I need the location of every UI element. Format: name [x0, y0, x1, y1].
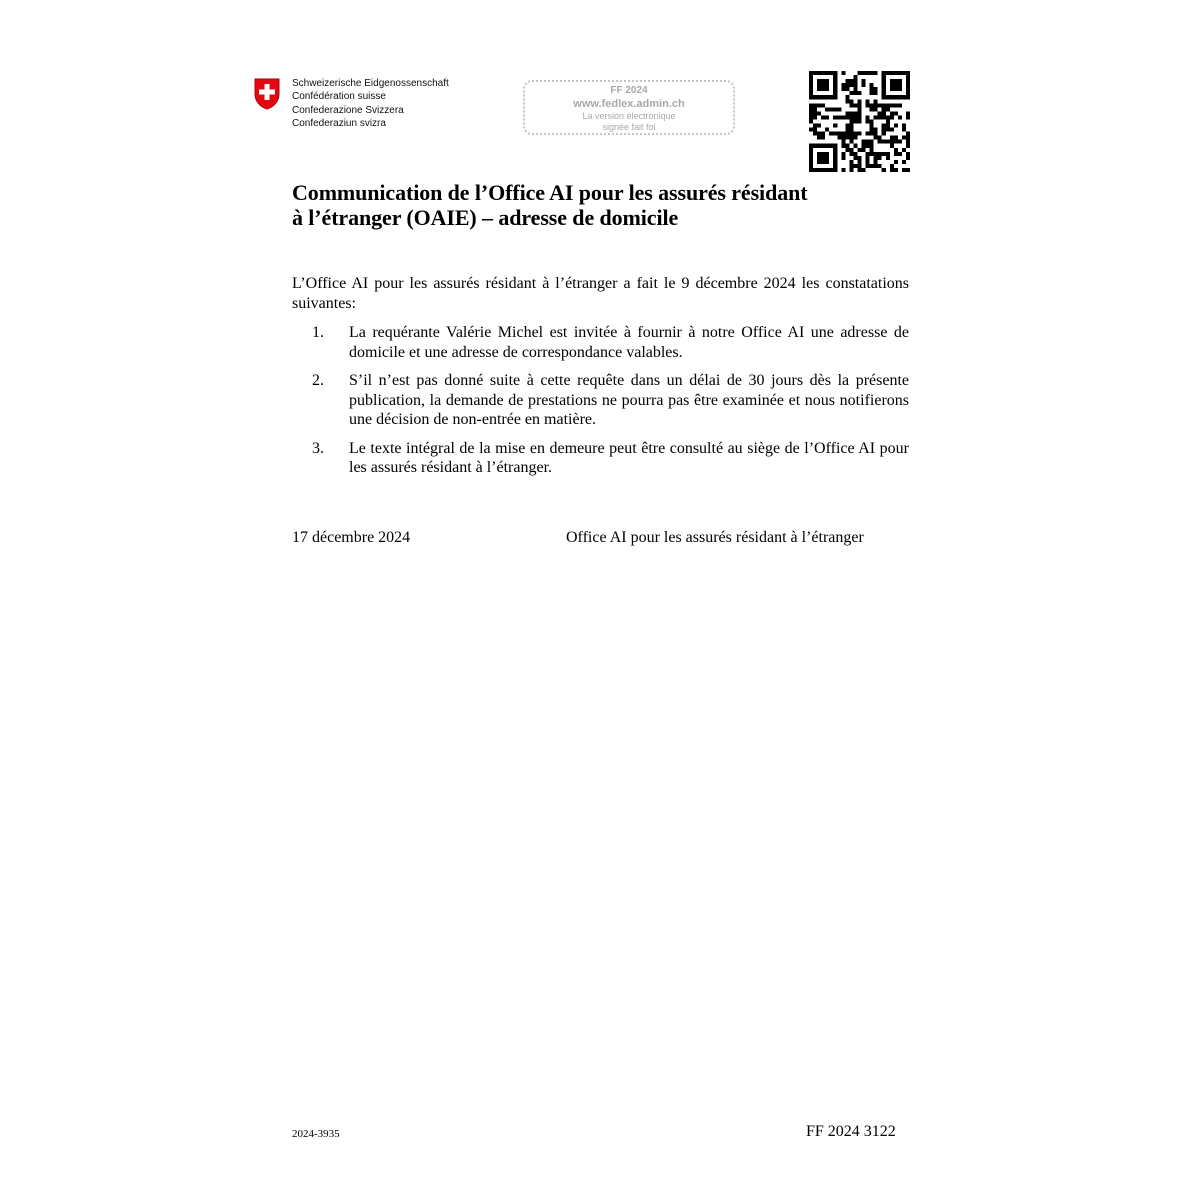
findings-list: [292, 323, 909, 487]
document-date: 17 décembre 2024: [292, 529, 411, 546]
confederation-names: [292, 77, 449, 130]
list-item: [292, 371, 909, 430]
confederation-name-rm: Confederaziun svizra: [292, 117, 386, 129]
intro-paragraph: L’Office AI pour les assurés résidant à l’étranger a fait le 9 décembre 2024 les constatations suivantes:: [292, 275, 909, 312]
stamp-line-4: signée fait foi: [602, 122, 656, 132]
list-item-text: Le texte intégral de la mise en demeure peut être consulté au siège de l’Office AI pour les assurés résidant à l’étranger.: [349, 439, 909, 476]
stamp-line-3: La version électronique: [582, 111, 676, 121]
list-item: [292, 323, 909, 362]
fedlex-stamp: [523, 80, 735, 135]
list-item-number: 2.: [312, 372, 324, 389]
list-item-number: 1.: [312, 324, 324, 341]
confederation-name-it: Confederazione Svizzera: [292, 104, 404, 116]
stamp-line-1: FF 2024: [610, 85, 648, 96]
list-item: [292, 439, 909, 478]
swiss-cross-icon: [253, 77, 281, 110]
stamp-url[interactable]: www.fedlex.admin.ch: [573, 98, 685, 110]
page-title: [292, 180, 912, 230]
confederation-name-fr: Confédération suisse: [292, 91, 386, 103]
document-reference: 2024-3935: [292, 1128, 340, 1140]
confederation-name-de: Schweizerische Eidgenossenschaft: [292, 78, 449, 89]
qr-code-icon: [809, 71, 910, 172]
list-item-number: 3.: [312, 439, 324, 457]
document-signature: Office AI pour les assurés résidant à l’étranger: [566, 529, 864, 546]
ff-number: FF 2024 3122: [806, 1123, 896, 1140]
title-line-2: à l’étranger (OAIE) – adresse de domicile: [292, 205, 679, 230]
title-line-1: Communication de l’Office AI pour les assurés résidant: [292, 180, 808, 205]
list-item-text: S’il n’est pas donné suite à cette requête dans un délai de 30 jours dès la présente publication, la demande de prestations ne pourra pas être examinée et nous notifierons une décision de non-entrée en matière.: [349, 372, 909, 428]
list-item-text: La requérante Valérie Michel est invitée à fournir à notre Office AI une adresse de domicile et une adresse de correspondance valables.: [349, 324, 909, 361]
